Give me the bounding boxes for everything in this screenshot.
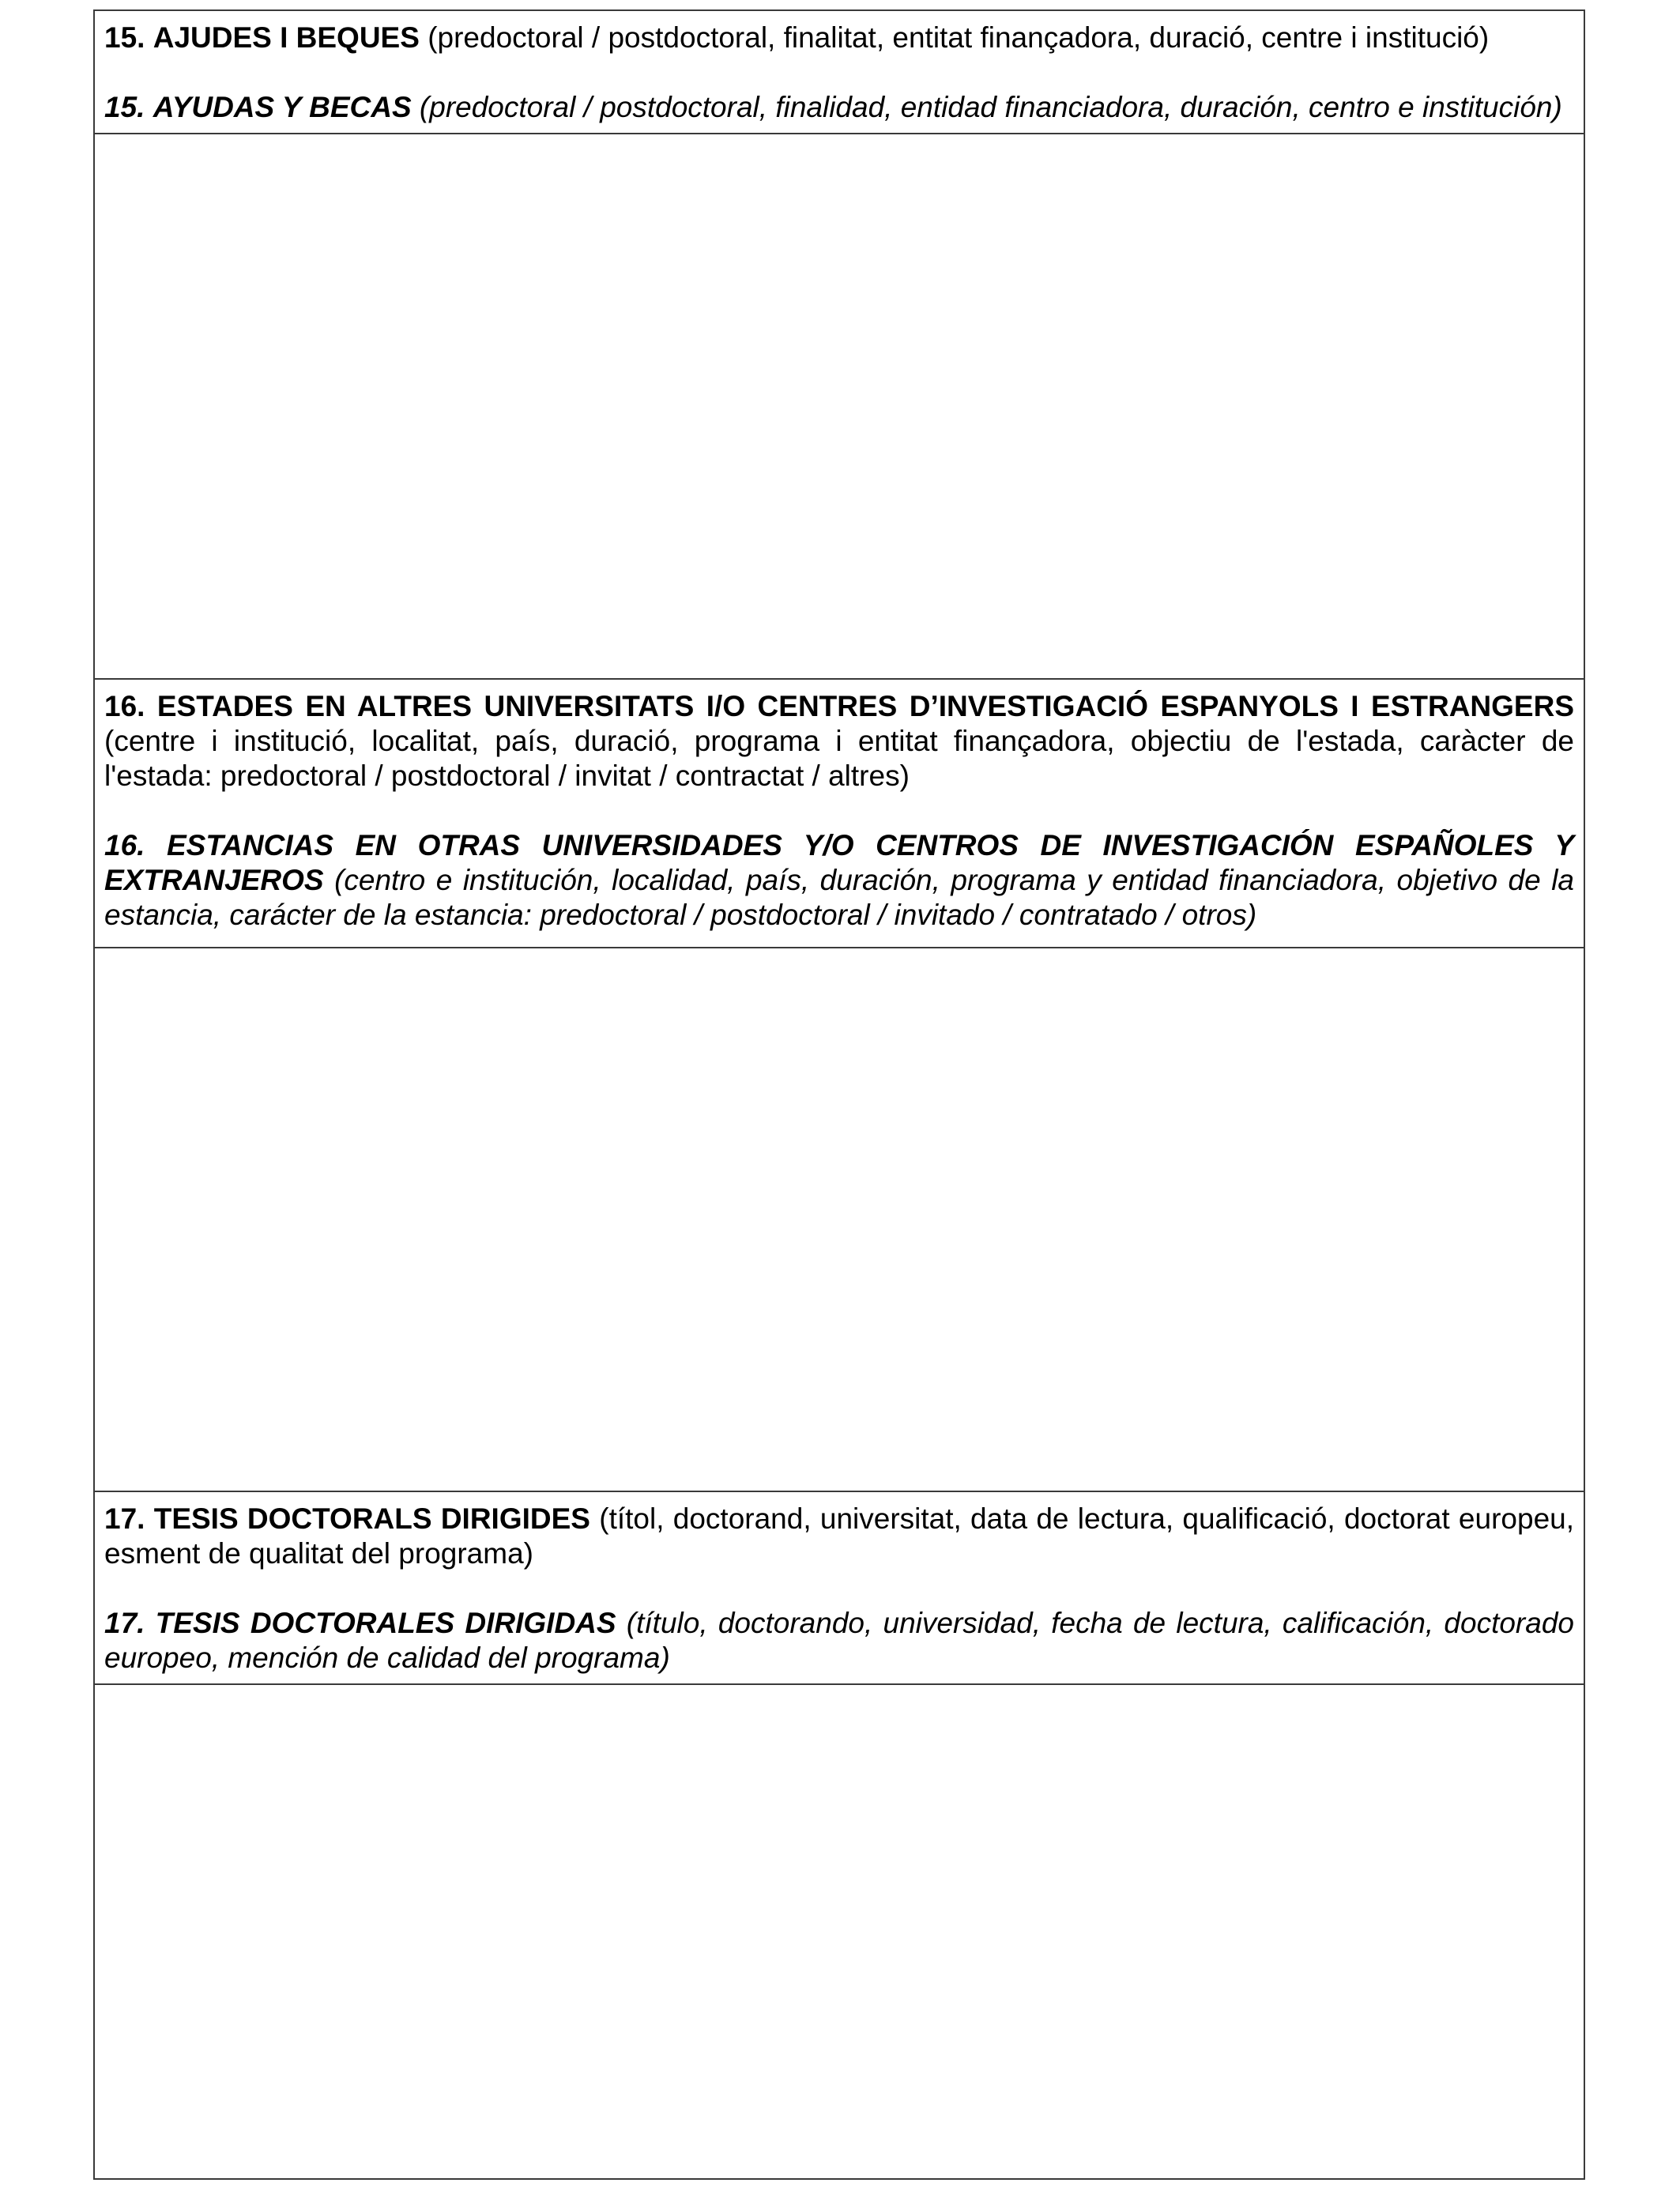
section-16-catalan-heading: ESTADES EN ALTRES UNIVERSITATS I/O CENTRES D’INVESTIGACIÓ ESPANYOLS I ESTRANGERS [156, 690, 1574, 722]
section-17-catalan-number: 17. [104, 1502, 145, 1535]
section-16-catalan-number: 16. [104, 690, 145, 722]
form-table [93, 9, 1585, 2180]
section-17-catalan-description: (títol, doctorand, universitat, data de lectura, qualificació, doctorat europeu, esment de qualitat del programa) [104, 1502, 1575, 1570]
section-15-catalan-heading: AJUDES I BEQUES [153, 21, 420, 54]
section-15-catalan-title [104, 21, 1574, 55]
section-16-catalan-description: (centre i institució, localitat, país, duració, programa i entitat finançadora, objectiu de l'estada, caràcter de l'estada: predoctoral / postdoctoral / invitat / contractat / altres) [104, 725, 1574, 792]
section-17-spanish-title [104, 1606, 1574, 1676]
section-16-header [95, 680, 1584, 948]
section-16-spanish-heading: ESTANCIAS EN OTRAS UNIVERSIDADES Y/O CENTROS DE INVESTIGACIÓN ESPAÑOLES Y EXTRANJEROS [104, 829, 1574, 896]
section-15-spanish-description: (predoctoral / postdoctoral, finalidad, entidad financiadora, duración, centro e institución) [419, 91, 1562, 123]
section-15-catalan-description: (predoctoral / postdoctoral, finalitat, entitat finançadora, duració, centre i institució) [428, 21, 1490, 54]
section-15-answer-box [95, 134, 1584, 680]
section-16-answer-field[interactable] [95, 948, 1584, 1491]
section-15-spanish-number: 15. [104, 91, 145, 123]
section-16-catalan-title [104, 689, 1574, 794]
section-15-header [95, 11, 1584, 134]
section-16-spanish-title [104, 828, 1574, 933]
section-15-spanish-title [104, 90, 1574, 125]
section-16-spanish-description: (centro e institución, localidad, país, duración, programa y entidad financiadora, objetivo de la estancia, carácter de la estancia: predoctoral / postdoctoral / invitado / contratado / otros) [104, 864, 1575, 931]
section-16-answer-box [95, 948, 1584, 1492]
section-15-catalan-number: 15. [104, 21, 145, 54]
section-17-spanish-number: 17. [104, 1607, 145, 1639]
section-17-catalan-title [104, 1502, 1574, 1571]
section-17-answer-box [95, 1685, 1584, 2178]
section-17-catalan-heading: TESIS DOCTORALS DIRIGIDES [153, 1502, 590, 1535]
section-15-answer-field[interactable] [95, 134, 1584, 678]
section-16-spanish-number: 16. [104, 829, 145, 861]
section-15-spanish-heading: AYUDAS Y BECAS [153, 91, 412, 123]
section-17-answer-field[interactable] [95, 1685, 1584, 2178]
section-17-spanish-description: (título, doctorando, universidad, fecha de lectura, calificación, doctorado europeo, mención de calidad del programa) [104, 1607, 1574, 1674]
section-17-header [95, 1492, 1584, 1685]
section-17-spanish-heading: TESIS DOCTORALES DIRIGIDAS [155, 1607, 616, 1639]
